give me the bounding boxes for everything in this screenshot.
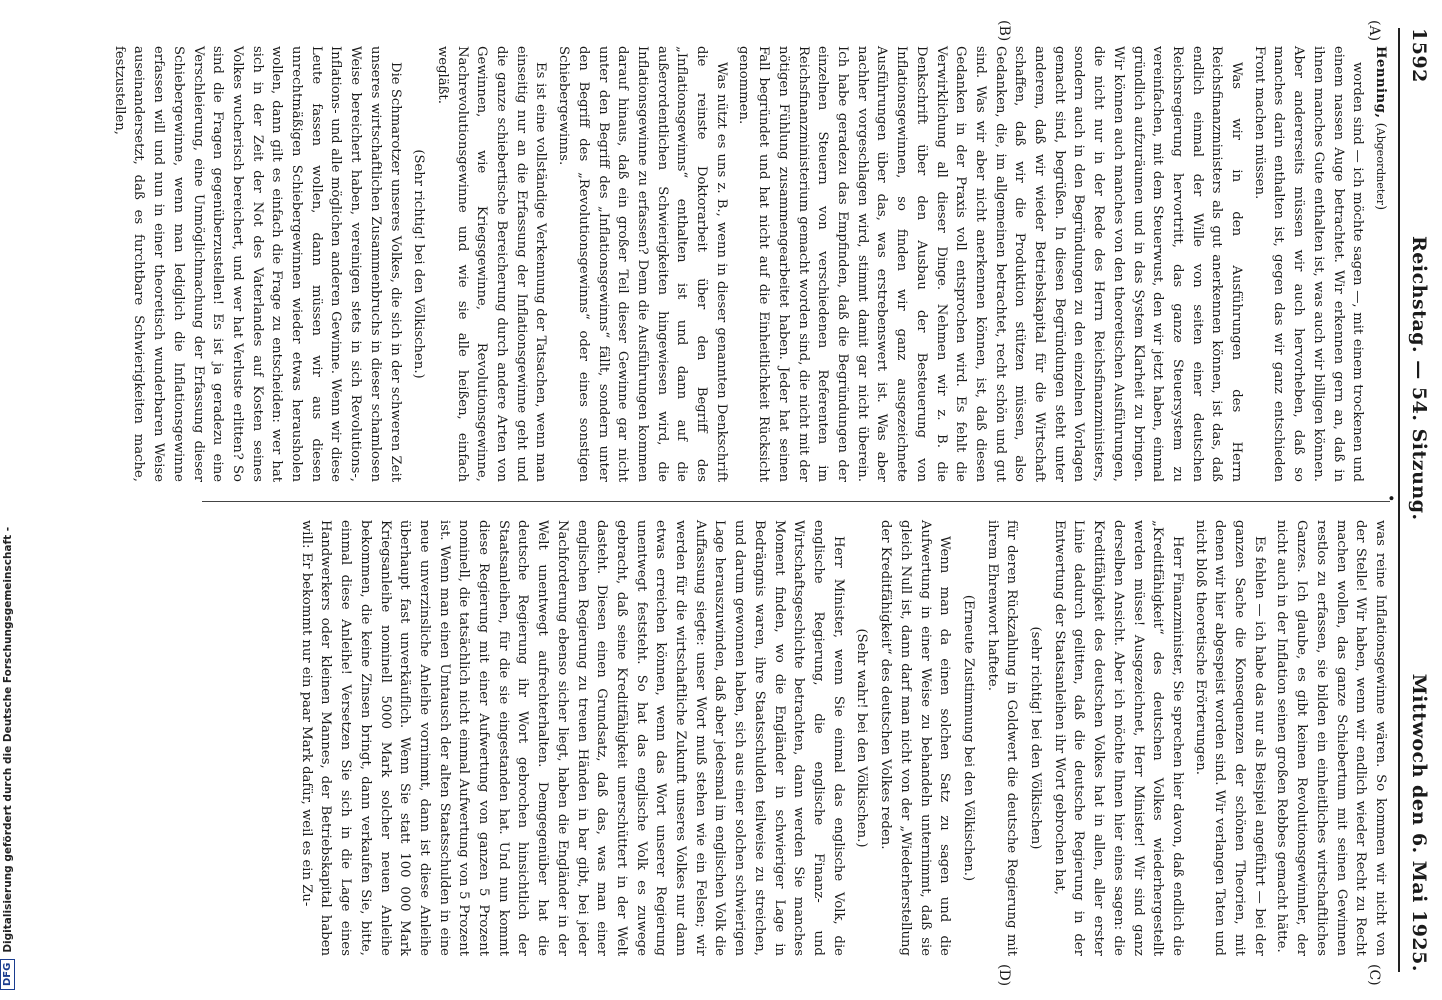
session-title: Reichstag. — 54. Sitzung. xyxy=(1408,236,1430,521)
paragraph: für deren Rückzahlung in Goldwert die deutsche Regierung mit ihrem Ehrenwort haftete. xyxy=(984,520,1020,956)
page-number: 1592 xyxy=(1408,28,1430,83)
session-date: Mittwoch den 6. Mai 1925. xyxy=(1408,673,1430,972)
paragraph: Die Schmarotzer unseres Volkes, die sich in der schweren Zeit unseres wirtschaftlichen Zusammenbruchs in dieser schamlosen Weise bereichert haben, vereinigen stets in sich Revolutions-, Inflations- und alle möglichen anderen Gewinne. Wenn wir diese Leute fassen wollen, dann müssen wir aus diesen unrechtmäßigen Schiebergewinnen wieder etwas herausholen wollen, dann gilt es einfach die Frage zu entscheiden: wer hat sich in der Zeit der Not des Vaterlandes auf Kosten seines Volkes wucherisch bereichert, und wer hat Verluste erlitten? So sind die Fragen gegenüberzustellen! Es ist ja geradezu eine Verschleierung, eine Unmöglichmachung der Erfassung dieser Schiebergewinne, wenn man lediglich die Inflationsgewinne erfassen will und nun in einer theoretisch wunderbaren Weise auseinandersetzt, daß es furchtbare Schwierigkeiten mache, festzustellen, xyxy=(111,46,403,482)
paragraph: Es fehlen — ich habe das nur als Beispiel angeführt — bei der ganzen Sache die Konsequenzen der schönen Theorien, mit denen wir hier abgespeist worden sind. Wir verlangen Taten und nicht bloß theoretische Erörterungen. xyxy=(1192,520,1267,956)
margin-mark-a: (A) xyxy=(1366,20,1382,42)
paragraph: worden sind — ich möchte sagen —, mit einem trockenen und einem nassen Auge betrachtet. Wir erkennen gern an, daß in ihnen manches Gute enthalten ist, was auch wir billigen können. Aber andererseits müssen wir auch hervorheben, daß so manches darin enthalten ist, gegen das wir ganz entschieden Front machen müssen. xyxy=(1251,46,1366,482)
speaker-note: Abgeordneter xyxy=(1374,127,1387,206)
speaker-name: Henning, xyxy=(1373,46,1388,119)
rotated-page xyxy=(111,20,1442,987)
paragraph: was reine Inflationsgewinne wären. So kommen wir nicht von der Stelle! Wir haben, wenn wir endlich wieder Recht zu Recht machen wollen, das ganze Schiebertum mit seinen Gewinnen restlos zu erfassen, sie bilden ein einheitliches wirtschaftliches Ganzes. Ich glaube, es gibt keinen Revolutionsgewinnler, der nicht auch in der Inflation seinen großen Rebbes gemacht hätte. xyxy=(1274,520,1388,956)
left-column xyxy=(111,46,1390,482)
paragraph: Was wir in den Ausführungen des Herrn Reichsfinanzministers als gut anerkennen können, ist das, daß endlich einmal der Wille von seiten einer deutschen Reichsregierung hervortritt, das ganze Steuersystem zu vereinfachen, mit dem Steuerwust, den wir jetzt haben, einmal gründlich aufzuräumen und in das System Klarheit zu bringen. Wir können auch manches von den theoretischen Ausführungen, die nicht nur in der Rede des Herrn Reichsfinanzministers, sondern auch in den Begründungen zu den einzelnen Vorlagen gemacht sind, begrüßen. In diesen Begründungen steht unter anderem, daß wir wieder Betriebskapital für die Wirtschaft schaffen, daß wir die Produktion stützen müssen, also Gedanken, die, im allgemeinen betrachtet, recht schön und gut sind. Was wir aber nicht anerkennen können, ist, daß diesen Gedanken in der Praxis voll entsprochen wird. Es fehlt die Verwirklichung all dieser Dinge. Nehmen wir z. B. die Denkschrift über den Ausbau der Besteuerung von Inflationsgewinnen, so finden wir ganz ausgezeichnete Ausführungen über das, was erstrebenswert ist. Was aber nachher vorgeschlagen wird, stimmt damit gar nicht überein. Ich habe geradezu das Empfinden, daß die Begründungen der einzelnen Steuern von verschiedenen Referenten im Reichsfinanzministerium gemacht worden sind, die nicht mit der nötigen Fühlung zusammengearbeitet haben. Jeder hat seinen Fall begründet und hat nicht auf die Einheitlichkeit Rücksicht genommen. xyxy=(736,46,1245,482)
interjection: (sehr richtig! bei den Völkischen) xyxy=(1028,626,1044,850)
margin-mark-d: (D) xyxy=(996,964,1012,987)
interjection: (Sehr richtig! bei den Völkischen.) xyxy=(411,149,427,379)
page-header xyxy=(1402,28,1436,972)
paragraph: Herr Finanzminister, Sie sprechen hier davon, daß endlich die „Kreditfähigkeit“ des deutschen Volkes wiederhergestellt werden müsse! Ausgezeichnet, Herr Minister! Wir sind ganz derselben Ansicht. Aber ich möchte Ihnen hier eines sagen: die Kreditfähigkeit des deutschen Volkes hat in allen, aller erster Linie dadurch gelitten, daß die deutsche Regierung in der Entwertung der Staatsanleihen ihr Wort gebrochen hat, xyxy=(1051,520,1185,956)
funding-text: Digitalisierung gefördert durch die Deutsche Forschungsgemeinschaft - xyxy=(1,526,14,953)
paragraph: Es ist eine vollständige Verkennung der Tatsachen, wenn man einseitig nur an die Erfassung der Inflationsgewinne geht und die ganze schiebertische Bereicherung durch andere Arten von Gewinnen, wie Kriegsgewinne, Revolutionsgewinne, Nachrevolutionsgewinne und wie sie alle heißen, einfach wegläßt. xyxy=(434,46,549,482)
paragraph: Was nützt es uns z. B., wenn in dieser genannten Denkschrift die reinste Doktorarbeit über den Begriff des „Inflationsgewinns“ enthalten ist und dann auf die außerordentlichen Schwierigkeiten hingewiesen wird, die Inflationsgewinne zu erfassen? Denn die Ausführungen kommen darauf hinaus, daß ein großer Teil dieser Gewinne gar nicht unter den Begriff des „Inflationsgewinns“ fällt, sondern unter den Begriff des „Revolutionsgewinns“ oder eines sonstigen Schiebergewinns. xyxy=(556,46,729,482)
paragraph: Herr Minister, wenn Sie einmal das englische Volk, die englische Regierung, die englische Finanz- und Wirtschaftsgeschichte betrachten, dann werden Sie manches Moment finden, wo die Engländer in schwieriger Lage in Bedrängnis waren, ihre Staatsschulden teilweise zu streichen, und darum gewonnen haben, sich aus einer solchen schwierigen Lage herauszuwinden, daß aber jedesmal im englischen Volk die Auffassung siegte: unser Wort muß stehen wie ein Felsen; wir werden für die wirtschaftliche Zukunft unseres Volkes nur dann etwas erreichen können, wenn das Wort unserer Regierung unentwegt feststeht. So hat das englische Volk es zuwege gebracht, daß seine Kreditfähigkeit unerschüttert in der Welt dasteht. Diesen einen Grundsatz, daß das, was man einer englischen Regierung zu treuen Händen in bar gibt, bei jeder Nachforderung ebenso sicher liegt, haben die Engländer in der Welt unentwegt aufrechterhalten. Demgegenüber hat die deutsche Regierung ihr Wort gebrochen hinsichtlich der Staatsanleihen, für die sie eingestanden hat. Und nun kommt diese Regierung mit einer Aufwertung von ganzen 5 Prozent nominell, die tatsächlich nicht einmal Aufwertung von 5 Prozent ist. Wenn man einen Umtausch der alten Staatsschulden in eine neue unverzinsliche Anleihe vornimmt, dann ist diese Anleihe überhaupt fast unverkäuflich. Wenn Sie statt 100 000 Mark Kriegsanleihe nominell 5000 Mark solcher neuen Anleihe bekommen, die keine Zinsen bringt, dann verkaufen Sie, bitte, einmal diese Anleihe! Versetzen Sie sich in die Lage eines Handwerkers oder kleinen Mannes, der Betriebskapital haben will: Er bekommt nur ein paar Mark dafür, weil es ein Zu- xyxy=(298,520,846,956)
header-dot: • xyxy=(1382,494,1398,503)
speaker-line: Henning, (Abgeordneter) xyxy=(1373,46,1388,211)
margin-mark-c: (C) xyxy=(1366,964,1382,986)
paragraph: Wenn man da einen solchen Satz zu sagen und die Aufwertung in einer Weise zu behandeln unternimmt, daß sie gleich Null ist, dann darf man nicht von der „Wiederherstellung der Kreditfähigkeit“ des deutschen Volkes reden. xyxy=(878,520,953,956)
dfg-logo: DFG xyxy=(0,959,15,990)
header-rule xyxy=(1398,28,1400,972)
footer-strip xyxy=(0,0,16,1000)
right-column xyxy=(202,520,1390,956)
interjection: (Sehr wahr! bei den Völkischen.) xyxy=(854,628,870,848)
column-divider xyxy=(202,501,1390,502)
interjection: (Erneute Zustimmung bei den Völkischen.) xyxy=(960,594,976,882)
margin-mark-b: (B) xyxy=(996,20,1012,42)
funding-note xyxy=(0,527,15,990)
